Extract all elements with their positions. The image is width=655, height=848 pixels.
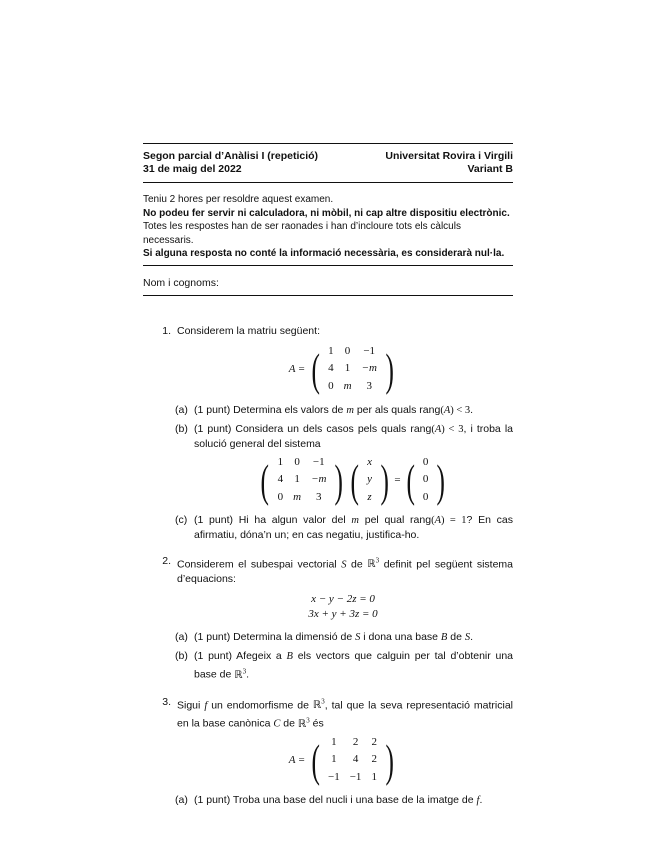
equation-system: [173, 592, 513, 622]
question-intro: Sigui: [177, 699, 201, 711]
part-2a: (a) (1 punt) Determina la dimensió de S i dona una base B de S.: [175, 631, 474, 643]
part-text: .: [470, 403, 474, 416]
matrix-A: ( 1 2 2 1 4 2 −1 −1 1 ): [311, 734, 394, 786]
instructions: [143, 193, 513, 261]
question-number: 3.: [162, 695, 171, 708]
matrix-equation-A: A = ( 1 0 −1 4 1 −m 0 m 3 ): [173, 343, 513, 396]
instruction-line: No podeu fer servir ni calculadora, ni mòbil, ni cap altre dispositiu electrònic.: [143, 207, 510, 219]
question-intro: Considerem el subespai vectorial: [177, 558, 337, 570]
matrix-cell: 0: [294, 455, 300, 468]
part-text: per als quals rang: [356, 403, 441, 416]
matrix-cell: 1: [294, 473, 300, 486]
question-intro: un endomorfisme de: [211, 699, 309, 711]
question-intro: definit pel següent sistema d’equacions:: [177, 558, 513, 585]
matrix-cell: −m: [311, 473, 327, 486]
question-intro: és: [312, 717, 324, 730]
question-number: 1.: [162, 324, 171, 337]
matrix-cell: −1: [349, 771, 362, 784]
matrix-cell: 1: [328, 344, 334, 357]
question-3: 3. Sigui f un endomorfisme de ℝ$^3$, tal que la seva representació matricial en la base canònica C de ℝ$^3$ és A = ( 1 2 2 1 4 2 −1 −1 1 ) (a) (1 punt) Troba una base del nucli i una base de la imatge de f.: [143, 695, 513, 808]
instruction-line: Si alguna resposta no conté la informació necessària, es considerarà nul·la.: [143, 248, 505, 259]
part-label: (a): [175, 631, 188, 643]
part-text: els vectors que calguin per tal d’obtenir una base de: [194, 650, 514, 681]
matrix-cell: −1: [328, 771, 340, 784]
coefficient-matrix: ( 1 0 −1 4 1 −m 0 m 3 ): [260, 454, 344, 506]
university-name: Universitat Rovira i Virgili: [385, 150, 513, 162]
top-rule: [143, 143, 513, 144]
part-label: (a): [175, 403, 188, 416]
instructions-rule: [143, 265, 513, 266]
matrix-cell: 2: [371, 753, 377, 766]
matrix-cell: 4: [352, 753, 359, 766]
exam-header: [143, 150, 513, 176]
matrix-cell: 3: [366, 380, 372, 393]
question-intro: Considerem la matriu següent:: [177, 324, 320, 337]
question-intro: , tal que la seva representació matricial en la base canònica: [177, 699, 514, 730]
part-text: pel qual rang: [364, 513, 432, 526]
question-2: 2. Considerem el subespai vectorial S de ℝ$^3$ definit pel següent sistema d’equacions: x − y − 2z = 0 3x + y + 3z = 0 (a) (1 punt) Determina la dimensió de S i dona una base B de S. (b) (1 punt) Afegeix a B els vectors que calguin per tal d’obtenir una base de ℝ$^3$.: [143, 554, 513, 683]
part-3a: (a) (1 punt) Troba una base del nucli i una base de la imatge de f.: [175, 793, 483, 806]
matrix-cell: 1: [331, 753, 337, 766]
part-label: (b): [175, 422, 188, 435]
unknowns-vector: ( x y z ): [350, 454, 389, 506]
part-1a: (a) (1 punt) Determina els valors de m per als quals rang(A) < 3.: [175, 403, 474, 416]
name-field-label: Nom i cognoms:: [143, 276, 219, 289]
matrix-cell: −1: [312, 455, 325, 468]
part-text: , i troba la solució general del sistema: [194, 422, 513, 450]
matrix-cell: 2: [352, 735, 359, 748]
question-number: 2.: [162, 554, 171, 567]
header-rule: [143, 182, 513, 183]
matrix-cell: m: [293, 491, 302, 504]
matrix-cell: −m: [361, 362, 377, 375]
matrix-cell: −1: [363, 344, 376, 357]
part-text: de: [450, 631, 462, 643]
matrix-cell: 0: [344, 344, 351, 357]
matrix-cell: 0: [328, 380, 334, 393]
matrix-cell: 0: [277, 491, 284, 504]
part-text: (1 punt) Determina els valors de: [194, 403, 344, 416]
matrix-cell: 4: [277, 473, 284, 486]
question-intro: de: [283, 717, 295, 730]
part-text: (1 punt) Determina la dimensió de: [194, 631, 353, 643]
matrix-cell: 1: [277, 455, 284, 468]
matrix-cell: 2: [371, 735, 377, 748]
exam-date: 31 de maig del 2022: [143, 163, 242, 175]
matrix-A: ( 1 0 −1 4 1 −m 0 m 3 ): [311, 343, 394, 395]
part-1b: (b) (1 punt) Considera un dels casos pels quals rang(A) < 3, i troba la solució general del sistema: [175, 422, 513, 450]
part-text: i dona una base: [363, 631, 438, 643]
exam-title: Segon parcial d’Anàlisi I (repetició): [143, 150, 319, 162]
part-text: (1 punt) Hi ha algun valor del: [194, 513, 346, 526]
matrix-cell: 1: [344, 362, 351, 375]
question-intro: de: [351, 558, 363, 570]
zero-vector: ( 0 0 0 ): [405, 454, 446, 506]
instruction-line: Totes les respostes han de ser raonades i han d’incloure tots els càlculs necessaris.: [143, 221, 461, 246]
equation: 3x + y + 3z = 0: [308, 608, 378, 620]
part-label: (b): [175, 650, 188, 662]
part-label: (c): [175, 513, 188, 526]
part-2b: (b) (1 punt) Afegeix a B els vectors que calguin per tal d’obtenir una base de ℝ$^3$.: [175, 650, 514, 681]
name-rule: [143, 295, 513, 296]
instruction-line: Teniu 2 hores per resoldre aquest examen.: [143, 194, 334, 205]
linear-system: ( 1 0 −1 4 1 −m 0 m 3 ) ( x y z ) = ( 0 0 0 ): [193, 454, 513, 507]
part-text: (1 punt) Considera un dels casos pels quals rang: [194, 422, 432, 435]
part-text: (1 punt) Afegeix a: [194, 650, 282, 662]
matrix-cell: m: [343, 380, 352, 393]
matrix-cell: 1: [371, 771, 377, 784]
part-text: (1 punt) Troba una base del nucli i una base de la imatge de: [194, 793, 474, 806]
part-label: (a): [175, 793, 188, 806]
matrix-cell: 4: [328, 362, 334, 375]
exam-page: [143, 0, 513, 808]
matrix-cell: 1: [331, 735, 337, 748]
exam-variant: Variant B: [467, 163, 513, 175]
matrix-equation-A: A = ( 1 2 2 1 4 2 −1 −1 1 ): [173, 734, 513, 787]
question-1: [143, 324, 513, 542]
equation: x − y − 2z = 0: [311, 593, 375, 605]
part-1c: (c) (1 punt) Hi ha algun valor del m pel qual rang(A) = 1? En cas afirmatiu, dóna’n un; en cas negatiu, justifica-ho.: [175, 513, 514, 541]
matrix-cell: 3: [316, 491, 322, 504]
part-text: ? En cas afirmatiu, dóna’n un; en cas negatiu, justifica-ho.: [194, 513, 514, 541]
